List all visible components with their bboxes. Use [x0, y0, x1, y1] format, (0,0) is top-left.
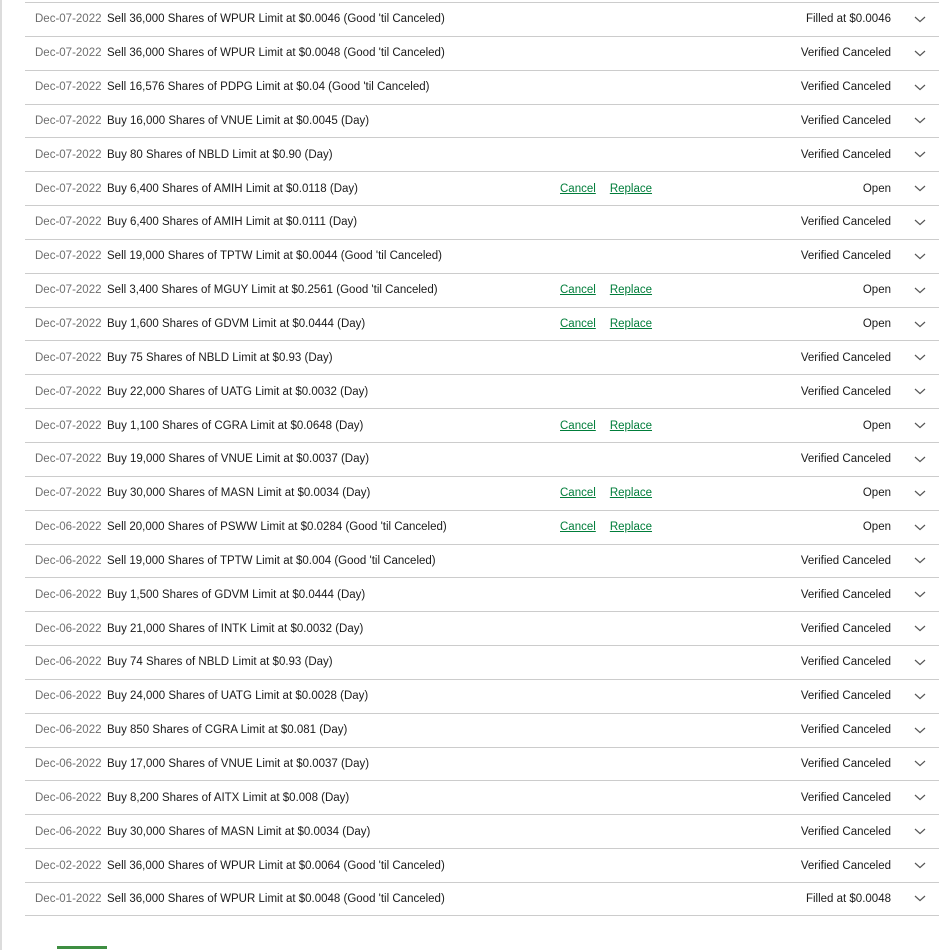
chevron-down-icon[interactable]: [913, 148, 927, 162]
chevron-down-icon[interactable]: [913, 486, 927, 500]
chevron-down-icon[interactable]: [913, 892, 927, 906]
order-status: Verified Canceled: [800, 250, 891, 263]
chevron-down-icon[interactable]: [913, 215, 927, 229]
order-description: Buy 24,000 Shares of UATG Limit at $0.0028 (Day): [107, 690, 369, 703]
cancel-link[interactable]: Cancel: [560, 521, 596, 534]
order-status: Verified Canceled: [800, 47, 891, 60]
replace-link[interactable]: Replace: [609, 419, 653, 432]
order-row: [25, 544, 939, 578]
order-row: [25, 577, 939, 611]
order-description: Buy 850 Shares of CGRA Limit at $0.081 (Day): [107, 724, 348, 737]
chevron-down-icon[interactable]: [913, 351, 927, 365]
order-date: Dec-07-2022: [35, 487, 102, 500]
order-actions: [560, 284, 652, 296]
order-row: [25, 814, 939, 848]
order-status: Verified Canceled: [800, 757, 891, 770]
order-date: Dec-07-2022: [35, 47, 102, 60]
order-description: Sell 36,000 Shares of WPUR Limit at $0.0046 (Good 'til Canceled): [107, 13, 445, 26]
chevron-down-icon[interactable]: [913, 419, 927, 433]
order-date: Dec-06-2022: [35, 757, 102, 770]
cancel-link[interactable]: Cancel: [560, 182, 596, 195]
order-date: Dec-07-2022: [35, 385, 102, 398]
order-date: Dec-06-2022: [35, 690, 102, 703]
orders-list: [25, 2, 939, 916]
order-actions: [560, 318, 652, 330]
order-status: Verified Canceled: [800, 385, 891, 398]
order-status: Open: [862, 521, 891, 534]
chevron-down-icon[interactable]: [913, 689, 927, 703]
chevron-down-icon[interactable]: [913, 283, 927, 297]
chevron-down-icon[interactable]: [913, 859, 927, 873]
order-description: Buy 16,000 Shares of VNUE Limit at $0.0045 (Day): [107, 114, 370, 127]
order-date: Dec-06-2022: [35, 622, 102, 635]
order-date: Dec-07-2022: [35, 284, 102, 297]
order-description: Sell 3,400 Shares of MGUY Limit at $0.2561 (Good 'til Canceled): [107, 284, 438, 297]
chevron-down-icon[interactable]: [913, 622, 927, 636]
order-row: [25, 104, 939, 138]
order-row: [25, 747, 939, 781]
chevron-down-icon[interactable]: [913, 588, 927, 602]
order-date: Dec-06-2022: [35, 724, 102, 737]
order-description: Sell 20,000 Shares of PSWW Limit at $0.0284 (Good 'til Canceled): [107, 521, 447, 534]
order-status: Open: [862, 487, 891, 500]
order-status: Verified Canceled: [800, 216, 891, 229]
order-row: [25, 205, 939, 239]
order-description: Buy 8,200 Shares of AITX Limit at $0.008 (Day): [107, 791, 350, 804]
order-date: Dec-07-2022: [35, 148, 102, 161]
order-description: Sell 36,000 Shares of WPUR Limit at $0.0064 (Good 'til Canceled): [107, 859, 445, 872]
order-date: Dec-07-2022: [35, 216, 102, 229]
order-status: Open: [862, 419, 891, 432]
order-date: Dec-06-2022: [35, 791, 102, 804]
order-date: Dec-07-2022: [35, 351, 102, 364]
order-description: Sell 36,000 Shares of WPUR Limit at $0.0048 (Good 'til Canceled): [107, 892, 445, 905]
chevron-down-icon[interactable]: [913, 317, 927, 331]
order-date: Dec-07-2022: [35, 453, 102, 466]
replace-link[interactable]: Replace: [609, 318, 653, 331]
order-row: [25, 408, 939, 442]
order-status: Verified Canceled: [800, 791, 891, 804]
order-row: [25, 2, 939, 36]
order-date: Dec-07-2022: [35, 114, 102, 127]
chevron-down-icon[interactable]: [913, 757, 927, 771]
order-status: Verified Canceled: [800, 114, 891, 127]
order-actions: [560, 487, 652, 499]
order-row: [25, 679, 939, 713]
cancel-link[interactable]: Cancel: [560, 487, 596, 500]
order-actions: [560, 183, 652, 195]
bottom-green-indicator: [57, 946, 107, 949]
order-date: Dec-07-2022: [35, 419, 102, 432]
order-status: Open: [862, 182, 891, 195]
chevron-down-icon[interactable]: [913, 554, 927, 568]
order-description: Buy 22,000 Shares of UATG Limit at $0.0032 (Day): [107, 385, 369, 398]
chevron-down-icon[interactable]: [913, 723, 927, 737]
order-date: Dec-06-2022: [35, 554, 102, 567]
order-date: Dec-01-2022: [35, 892, 102, 905]
order-date: Dec-02-2022: [35, 859, 102, 872]
order-status: Verified Canceled: [800, 453, 891, 466]
order-description: Buy 6,400 Shares of AMIH Limit at $0.0111 (Day): [107, 216, 358, 229]
chevron-down-icon[interactable]: [913, 791, 927, 805]
order-description: Buy 6,400 Shares of AMIH Limit at $0.0118 (Day): [107, 182, 358, 195]
order-description: Sell 16,576 Shares of PDPG Limit at $0.04 (Good 'til Canceled): [107, 81, 430, 94]
order-row: [25, 882, 939, 916]
order-row: [25, 273, 939, 307]
order-row: [25, 36, 939, 70]
order-row: [25, 307, 939, 341]
order-date: Dec-07-2022: [35, 81, 102, 94]
replace-link[interactable]: Replace: [609, 182, 653, 195]
order-status: Filled at $0.0048: [805, 892, 891, 905]
order-status: Verified Canceled: [800, 554, 891, 567]
order-date: Dec-07-2022: [35, 13, 102, 26]
order-description: Buy 30,000 Shares of MASN Limit at $0.0034 (Day): [107, 487, 371, 500]
chevron-down-icon[interactable]: [913, 182, 927, 196]
order-description: Buy 1,500 Shares of GDVM Limit at $0.0444 (Day): [107, 588, 366, 601]
order-date: Dec-07-2022: [35, 318, 102, 331]
chevron-down-icon[interactable]: [913, 385, 927, 399]
order-row: [25, 442, 939, 476]
order-status: Verified Canceled: [800, 81, 891, 94]
order-row: [25, 780, 939, 814]
chevron-down-icon[interactable]: [913, 46, 927, 60]
cancel-link[interactable]: Cancel: [560, 284, 596, 297]
replace-link[interactable]: Replace: [609, 521, 653, 534]
order-date: Dec-06-2022: [35, 521, 102, 534]
order-description: Sell 19,000 Shares of TPTW Limit at $0.0044 (Good 'til Canceled): [107, 250, 443, 263]
order-status: Verified Canceled: [800, 622, 891, 635]
order-row: [25, 510, 939, 544]
order-row: [25, 611, 939, 645]
chevron-down-icon[interactable]: [913, 114, 927, 128]
order-date: Dec-06-2022: [35, 825, 102, 838]
order-date: Dec-07-2022: [35, 250, 102, 263]
order-row: [25, 239, 939, 273]
order-description: Buy 1,100 Shares of CGRA Limit at $0.0648 (Day): [107, 419, 364, 432]
chevron-down-icon[interactable]: [913, 12, 927, 26]
order-row: [25, 70, 939, 104]
order-description: Buy 1,600 Shares of GDVM Limit at $0.0444 (Day): [107, 318, 366, 331]
order-row: [25, 713, 939, 747]
chevron-down-icon[interactable]: [913, 655, 927, 669]
order-status: Open: [862, 284, 891, 297]
chevron-down-icon[interactable]: [913, 452, 927, 466]
order-description: Buy 21,000 Shares of INTK Limit at $0.0032 (Day): [107, 622, 364, 635]
order-description: Buy 80 Shares of NBLD Limit at $0.90 (Day): [107, 148, 333, 161]
order-description: Buy 19,000 Shares of VNUE Limit at $0.0037 (Day): [107, 453, 370, 466]
order-status: Verified Canceled: [800, 825, 891, 838]
chevron-down-icon[interactable]: [913, 825, 927, 839]
order-row: [25, 645, 939, 679]
order-description: Sell 19,000 Shares of TPTW Limit at $0.004 (Good 'til Canceled): [107, 554, 436, 567]
order-status: Verified Canceled: [800, 724, 891, 737]
order-row: [25, 476, 939, 510]
order-status: Verified Canceled: [800, 588, 891, 601]
order-description: Sell 36,000 Shares of WPUR Limit at $0.0048 (Good 'til Canceled): [107, 47, 445, 60]
order-status: Open: [862, 318, 891, 331]
order-status: Filled at $0.0046: [805, 13, 891, 26]
cancel-link[interactable]: Cancel: [560, 318, 596, 331]
order-date: Dec-07-2022: [35, 182, 102, 195]
order-row: [25, 340, 939, 374]
left-edge-strip: [0, 0, 2, 950]
order-date: Dec-06-2022: [35, 656, 102, 669]
order-status: Verified Canceled: [800, 351, 891, 364]
order-status: Verified Canceled: [800, 690, 891, 703]
chevron-down-icon[interactable]: [913, 520, 927, 534]
order-status: Verified Canceled: [800, 859, 891, 872]
order-description: Buy 75 Shares of NBLD Limit at $0.93 (Day): [107, 351, 333, 364]
order-date: Dec-06-2022: [35, 588, 102, 601]
order-status: Verified Canceled: [800, 148, 891, 161]
order-actions: [560, 420, 652, 432]
order-row: [25, 374, 939, 408]
order-status: Verified Canceled: [800, 656, 891, 669]
order-row: [25, 171, 939, 205]
order-row: [25, 848, 939, 882]
order-actions: [560, 521, 652, 533]
cancel-link[interactable]: Cancel: [560, 419, 596, 432]
chevron-down-icon[interactable]: [913, 249, 927, 263]
order-description: Buy 17,000 Shares of VNUE Limit at $0.0037 (Day): [107, 757, 370, 770]
chevron-down-icon[interactable]: [913, 80, 927, 94]
replace-link[interactable]: Replace: [609, 284, 653, 297]
replace-link[interactable]: Replace: [609, 487, 653, 500]
order-description: Buy 74 Shares of NBLD Limit at $0.93 (Day): [107, 656, 333, 669]
order-description: Buy 30,000 Shares of MASN Limit at $0.0034 (Day): [107, 825, 371, 838]
order-row: [25, 137, 939, 171]
